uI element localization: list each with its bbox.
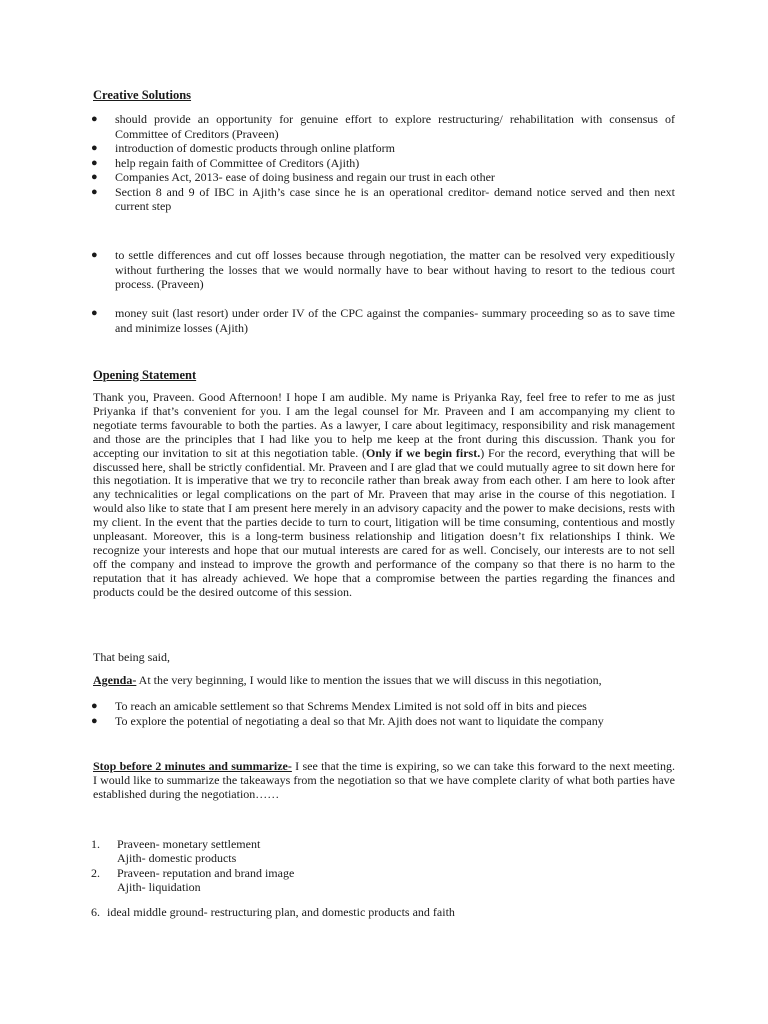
summary-paragraph: Stop before 2 minutes and summarize- I see that the time is expiring, so we can take this forward to the next meeting. I would like to summarize the takeaways from the negotiation so that we have complete clarity of what both parties have established during the negotiation…… (93, 759, 676, 801)
takeaways-list (0, 837, 768, 894)
list-item: 2. Praveen- reputation and brand image (91, 865, 295, 880)
middle-ground-item: 6. ideal middle ground- restructuring plan, and domestic products and faith (91, 905, 455, 919)
summary-label: Stop before 2 minutes and summarize- (93, 759, 292, 773)
list-item: ● money suit (last resort) under order IV of the CPC against the companies- summary proceeding so as to save time and minimize losses (Ajith) (91, 306, 675, 335)
list-item: ● help regain faith of Committee of Creditors (Ajith) (91, 155, 360, 170)
settle-differences-list (0, 248, 768, 292)
list-item: ● should provide an opportunity for genuine effort to explore restructuring/ rehabilitation with consensus of Committee of Creditors (Praveen) (91, 112, 675, 141)
list-item: ● Companies Act, 2013- ease of doing business and regain our trust in each other (91, 170, 495, 184)
money-suit-list (0, 306, 768, 335)
list-item: Ajith- domestic products (117, 851, 237, 866)
list-item: ● To explore the potential of negotiating a deal so that Mr. Ajith does not want to liquidate the company (91, 713, 604, 728)
list-item: Ajith- liquidation (117, 879, 201, 894)
list-item: ● to settle differences and cut off losses because through negotiation, the matter can be resolved very expeditiously without furthering the losses that we would normally have to bear without having to resort to the tedious court process. (Praveen) (91, 248, 675, 291)
list-item: ● introduction of domestic products through online platform (91, 141, 395, 155)
agenda-list (0, 699, 768, 728)
creative-solutions-list (0, 112, 768, 214)
list-item: 1. Praveen- monetary settlement (91, 837, 261, 851)
list-item: ● Section 8 and 9 of IBC in Ajith’s case since he is an operational creditor- demand notice served and then next current step (91, 184, 675, 213)
opening-statement-heading: Opening Statement (93, 368, 197, 382)
agenda-label: Agenda- (93, 673, 137, 687)
that-being-said-line: That being said, (93, 650, 170, 664)
opening-statement-paragraph: Thank you, Praveen. Good Afternoon! I hope I am audible. My name is Priyanka Ray, feel free to refer to me as just Priyanka if that’s convenient for you. I am the legal counsel for Mr. Praveen and I am accompanying my client to negotiate terms favourable to both the parties. As a lawyer, I care about legitimacy, responsibility and risk management and those are the principles that I had like you to help me keep at the front during this discussion. Thank you for accepting our invitation to sit at this negotiation table. (Only if we begin first.) For the record, everything that will be discussed here, shall be strictly confidential. Mr. Praveen and I are glad that we could mutually agree to sit down here for this negotiation. It is imperative that we try to reconcile rather than break away from each other. I am here to look after any technicalities or legal complications on the part of Mr. Praveen that may arise in the course of this negotiation. I would also like to state that I am present here merely in an advisory capacity and the power to make decisions, rests with my client. In the event that the parties decide to turn to court, litigation will be time consuming, contentious and mostly unpleasant. Moreover, this is a long-term business relationship and litigation doesn’t fix relationships I think. We recognize your interests and hope that our mutual interests are cared for as well. Concisely, our interests are to not sell off the company and instead to improve the growth and performance of the company so that there is no harm to the reputation that it has already achieved. We hope that a compromise between the parties regarding the finances and products could be the desired outcome of this session. (93, 390, 675, 599)
agenda-line: Agenda- At the very beginning, I would like to mention the issues that we will discuss in this negotiation, (93, 673, 602, 687)
list-item: ● To reach an amicable settlement so that Schrems Mendex Limited is not sold off in bits and pieces (91, 699, 587, 713)
creative-solutions-heading: Creative Solutions (93, 88, 192, 102)
emphasis-text: Only if we begin first. (366, 445, 481, 460)
